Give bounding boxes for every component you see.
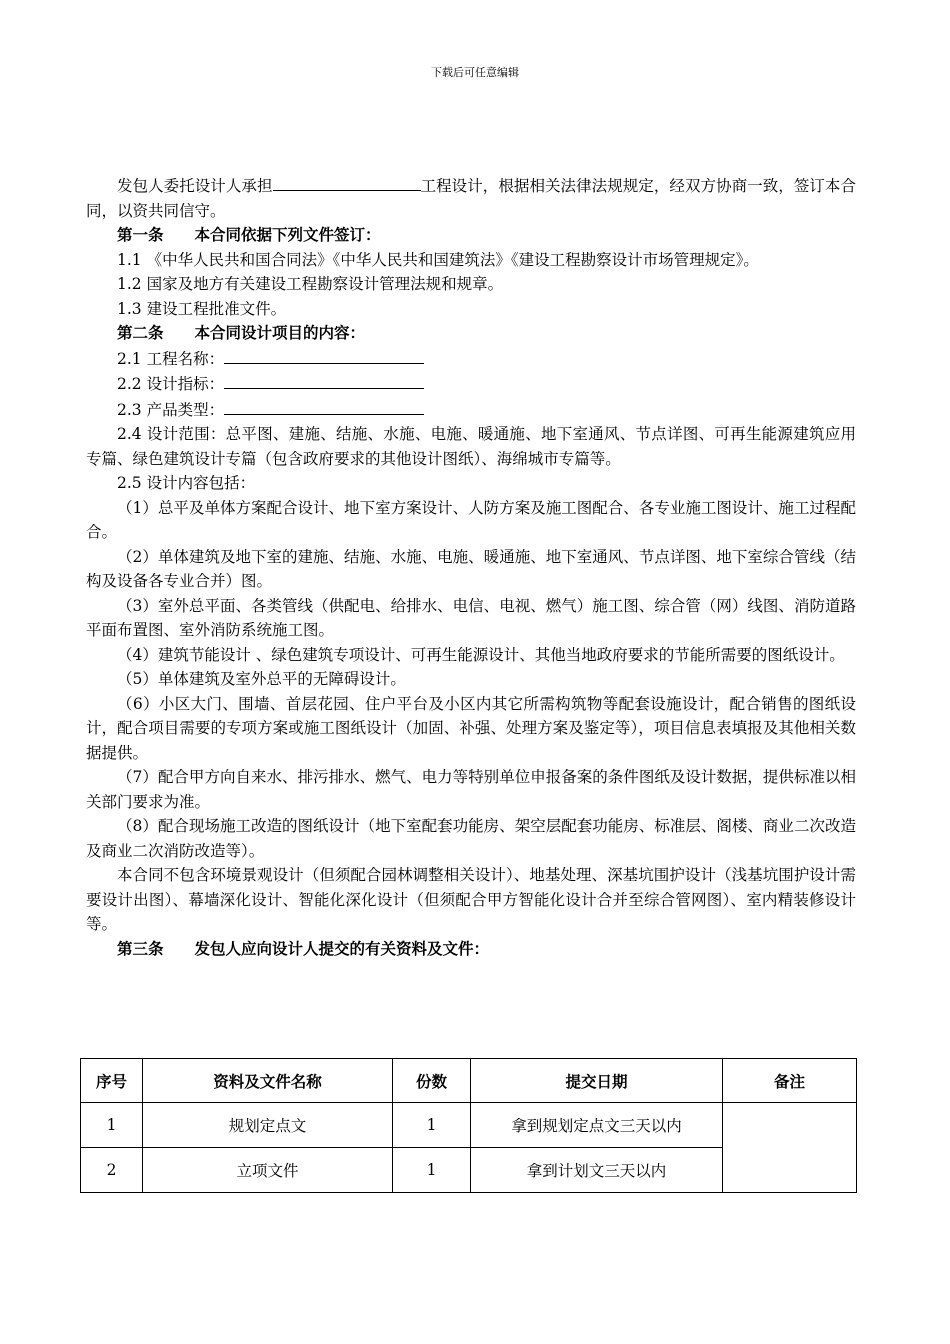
item-7: （7）配合甲方向自来水、排污排水、燃气、电力等特别单位申报备案的条件图纸及设计数据，提供标准以相关部门要求为准。 <box>86 768 856 811</box>
design-index-blank <box>224 371 424 389</box>
intro-text-b: 工程设计，根据相关法律法规规定，经双方协商一致，签订本合同，以资共同信守。 <box>86 177 856 220</box>
header-copies: 份数 <box>393 1059 471 1103</box>
header-remarks: 备注 <box>723 1059 857 1103</box>
cell-document-name: 立项文件 <box>143 1148 393 1193</box>
clause-2-3 <box>86 397 856 423</box>
article-1-heading: 第一条 本合同依据下列文件签订： <box>117 225 381 244</box>
exclusions-paragraph: 本合同不包含环境景观设计（但须配合园林调整相关设计）、地基处理、深基坑围护设计（浅基坑围护设计需要设计出图）、幕墙深化设计、智能化深化设计（但须配合甲方智能化设计合并至综合管网图）、室内精装修设计等。 <box>86 866 856 933</box>
clause-1-1: 1.1 《中华人民共和国合同法》《中华人民共和国建筑法》《建设工程勘察设计市场管理规定》。 <box>117 250 759 269</box>
contract-body <box>86 173 856 961</box>
item-3: （3）室外总平面、各类管线（供配电、给排水、电信、电视、燃气）施工图、综合管（网）线图、消防道路平面布置图、室外消防系统施工图。 <box>86 596 856 639</box>
cell-submit-date: 拿到规划定点文三天以内 <box>471 1103 723 1148</box>
documents-table <box>80 1058 857 1193</box>
project-name-blank <box>224 346 424 364</box>
clause-2-2 <box>86 371 856 397</box>
item-4: （4）建筑节能设计 、绿色建筑专项设计、可再生能源设计、其他当地政府要求的节能所需要的图纸设计。 <box>117 645 845 664</box>
cell-submit-date: 拿到计划文三天以内 <box>471 1148 723 1193</box>
cell-remarks <box>723 1103 857 1193</box>
article-3-heading: 第三条 发包人应向设计人提交的有关资料及文件： <box>117 938 490 958</box>
project-name-label: 2.1 工程名称： <box>117 349 225 368</box>
table-row <box>81 1103 857 1148</box>
clause-2-4: 2.4 设计范围：总平图、建施、结施、水施、电施、暖通施、地下室通风、节点详图、可再生能源建筑应用专篇、绿色建筑设计专篇（包含政府要求的其他设计图纸）、海绵城市专篇等。 <box>86 425 856 468</box>
item-6: （6）小区大门、围墙、首层花园、住户平台及小区内其它所需构筑物等配套设施设计，配合销售的图纸设计，配合项目需要的专项方案或施工图纸设计（加固、补强、处理方案及鉴定等），项目信息表填报及其他相关数据提供。 <box>86 694 856 762</box>
cell-copies: 1 <box>393 1148 471 1193</box>
header-document-name: 资料及文件名称 <box>143 1059 393 1103</box>
product-type-label: 2.3 产品类型： <box>117 400 225 419</box>
cell-index: 2 <box>81 1148 143 1193</box>
article-2-heading: 第二条 本合同设计项目的内容： <box>117 323 366 342</box>
clause-1-2: 1.2 国家及地方有关建设工程勘察设计管理法规和规章。 <box>117 275 504 293</box>
item-8: （8）配合现场施工改造的图纸设计（地下室配套功能房、架空层配套功能房、标准层、阁楼、商业二次改造及商业二次消防改造等）。 <box>86 817 856 860</box>
cell-copies: 1 <box>393 1103 471 1148</box>
item-2: （2）单体建筑及地下室的建施、结施、水施、电施、暖通施、地下室通风、节点详图、地下室综合管线（结构及设备各专业合并）图。 <box>86 547 856 590</box>
item-1: （1）总平及单体方案配合设计、地下室方案设计、人防方案及施工图配合、各专业施工图设计、施工过程配合。 <box>86 498 856 541</box>
design-index-label: 2.2 设计指标： <box>117 375 225 393</box>
cell-index: 1 <box>81 1103 143 1148</box>
header-index: 序号 <box>81 1059 143 1103</box>
clause-2-5: 2.5 设计内容包括： <box>117 474 256 492</box>
item-5: （5）单体建筑及室外总平的无障碍设计。 <box>117 670 406 688</box>
page-header: 下载后可任意编辑 <box>431 66 519 79</box>
header-submit-date: 提交日期 <box>471 1059 723 1103</box>
project-blank <box>273 173 421 191</box>
table-header-row <box>81 1059 857 1103</box>
clause-1-3: 1.3 建设工程批准文件。 <box>117 299 287 318</box>
intro-text-a: 发包人委托设计人承担 <box>117 177 273 195</box>
intro-paragraph <box>86 173 856 223</box>
clause-2-1 <box>86 346 856 372</box>
product-type-blank <box>224 397 424 415</box>
cell-document-name: 规划定点文 <box>143 1103 393 1148</box>
